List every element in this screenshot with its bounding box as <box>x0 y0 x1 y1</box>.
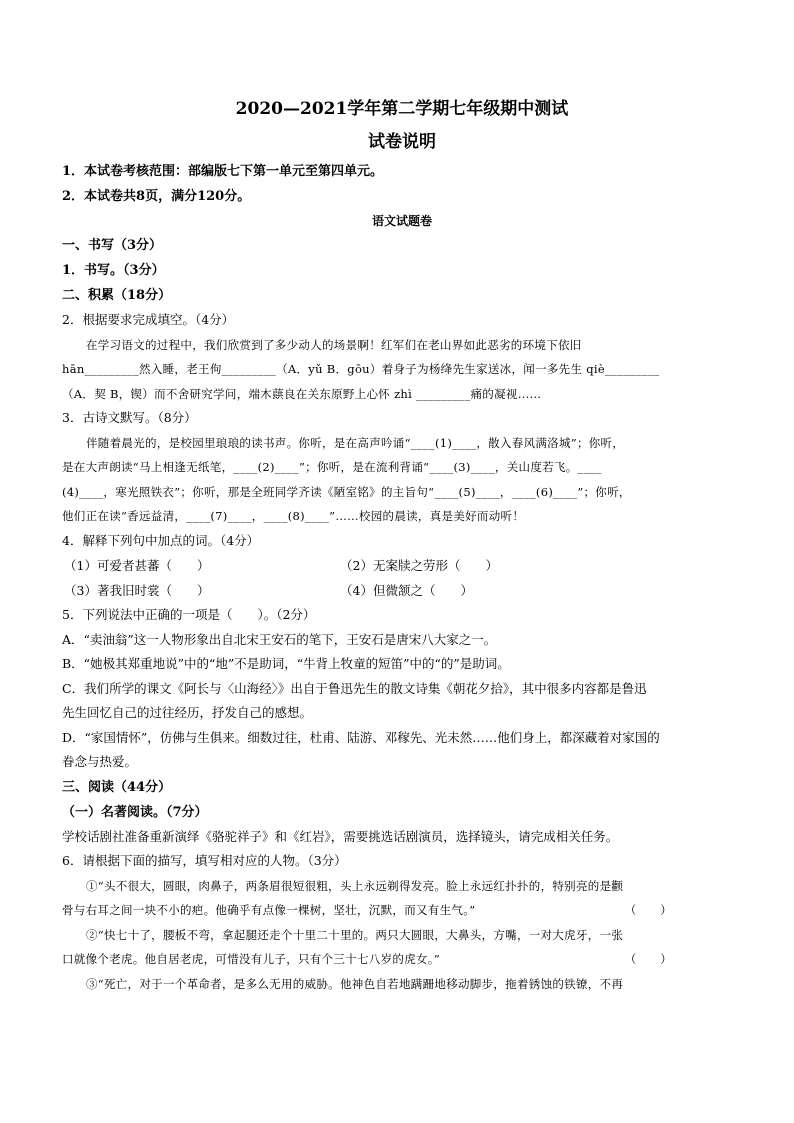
question-2-title: 2．根据要求完成填空。（4分） <box>62 312 235 327</box>
question-3-line: 是在大声朗读“马上相逢无纸笔，____(2)____”；你听，是在流利背诵“____(3)____，关山度若飞。____ <box>62 460 602 474</box>
question-4-title: 4．解释下列句中加点的词。（4分） <box>62 532 260 548</box>
description-1: ①“头不很大，圆眼，肉鼻子，两条眉很短很粗，头上永远剃得发亮。脸上永远红扑扑的，特别亮的是颧 <box>86 878 624 893</box>
question-4-item: （3）著我旧时裳（ ） <box>64 583 210 598</box>
reading-intro: 学校话剧社准备重新演绎《骆驼祥子》和《红岩》，需要挑选话剧演员，选择镜头，请完成相关任务。 <box>62 828 619 844</box>
question-3-title: 3．古诗文默写。（8分） <box>62 410 197 425</box>
exam-instructions-heading: 试卷说明 <box>368 132 436 152</box>
description-3: ③“死亡，对于一个革命者，是多么无用的威胁。他神色自若地蹒跚地移动脚步，拖着锈蚀的铁镣，不再 <box>86 976 624 991</box>
description-text: 口就像个老虎。他自居老虎，可惜没有儿子，只有个三十七八岁的虎女。” <box>62 952 441 966</box>
description-2: ②“快七十了，腰板不弯，拿起腿还走个十里二十里的。两只大圆眼，大鼻头，方嘴，一对大虎牙，一张 <box>86 927 624 942</box>
description-text: 骨与右耳之间一块不小的疤。他确乎有点像一棵树，坚壮，沉默，而又有生气。” <box>62 903 476 917</box>
description-2-cont <box>62 947 742 972</box>
question-4-item: （2）无案牍之劳形（ ） <box>340 558 498 573</box>
note-pages: 2．本试卷共8页，满分120分。 <box>62 189 251 204</box>
question-3-line: 他们正在读“香远益清，____(7)____，____(8)____”……校园的晨读，真是美好而动听！ <box>62 509 525 523</box>
option-d-cont: 眷念与热爱。 <box>62 754 138 769</box>
note-scope: 1．本试卷考核范围：部编版七下第一单元至第四单元。 <box>62 164 384 179</box>
option-c-cont: 先生回忆自己的过往经历，抒发自己的感想。 <box>62 705 313 720</box>
option-c: C．我们所学的课文《阿长与〈山海经〉》出自于鲁迅先生的散文诗集《朝花夕拾》，其中很多内容都是鲁迅 <box>62 680 647 696</box>
answer-blank: （ ） <box>624 952 672 966</box>
question-3-line: 伴随着晨光的，是校园里琅琅的读书声。你听，是在高声吟诵“____(1)____，散入春风满洛城”；你听， <box>86 435 625 450</box>
question-2-line: hān_________然入睡，老王佝_________（A．yǔ B．gōu）着身子为杨绛先生家送冰，闻一多先生 qiè_________ <box>62 362 660 376</box>
question-4-row <box>62 578 742 603</box>
option-d: D．“家国情怀”，仿佛与生俱来。细数过往，杜甫、陆游、邓稼先、光未然……他们身上，都深藏着对家国的 <box>62 729 660 745</box>
question-6-title: 6．请根据下面的描写，填写相对应的人物。（3分） <box>62 853 347 868</box>
paper-title: 语文试题卷 <box>371 214 432 228</box>
exam-title: 2020—2021学年第二学期七年级期中测试 <box>235 99 569 119</box>
option-b: B．“她极其郑重地说”中的“地”不是助词，“牛背上牧童的短笛”中的“的”是助词。 <box>62 656 510 671</box>
section-writing-heading: 一、书写（3分） <box>62 238 163 253</box>
answer-blank: （ ） <box>624 903 672 917</box>
question-4-item: （1）可爱者甚蕃（ ） <box>64 558 210 573</box>
question-4-row <box>62 553 742 578</box>
question-5-title: 5．下列说法中正确的一项是（ ）。（2分） <box>62 607 316 622</box>
question-2-line: （A．契 B，锲）而不舍研究学问，端木蕻良在关东原野上心怀 zhì _________痛的凝视…… <box>62 386 542 401</box>
question-4-item: （4）但微颔之（ ） <box>340 583 473 598</box>
description-1-cont <box>62 898 742 923</box>
question-2-line: 在学习语文的过程中，我们欣赏到了多少动人的场景啊！红军们在老山界如此恶劣的环境下依旧 <box>86 337 582 352</box>
question-3-line: (4)____，寒光照铁衣”；你听，那是全班同学齐读《陋室铭》的主旨句“____(5)____，____(6)____”；你听， <box>62 484 631 499</box>
section-accumulation-heading: 二、积累（18分） <box>62 288 172 303</box>
exam-page <box>62 92 742 996</box>
option-a: A．“卖油翁”这一人物形象出自北宋王安石的笔下，王安石是唐宋八大家之一。 <box>62 631 497 647</box>
question-1: 1．书写。（3分） <box>62 263 165 278</box>
subsection-classics-heading: （一）名著阅读。（7分） <box>62 804 208 820</box>
section-reading-heading: 三、阅读（44分） <box>62 779 172 795</box>
